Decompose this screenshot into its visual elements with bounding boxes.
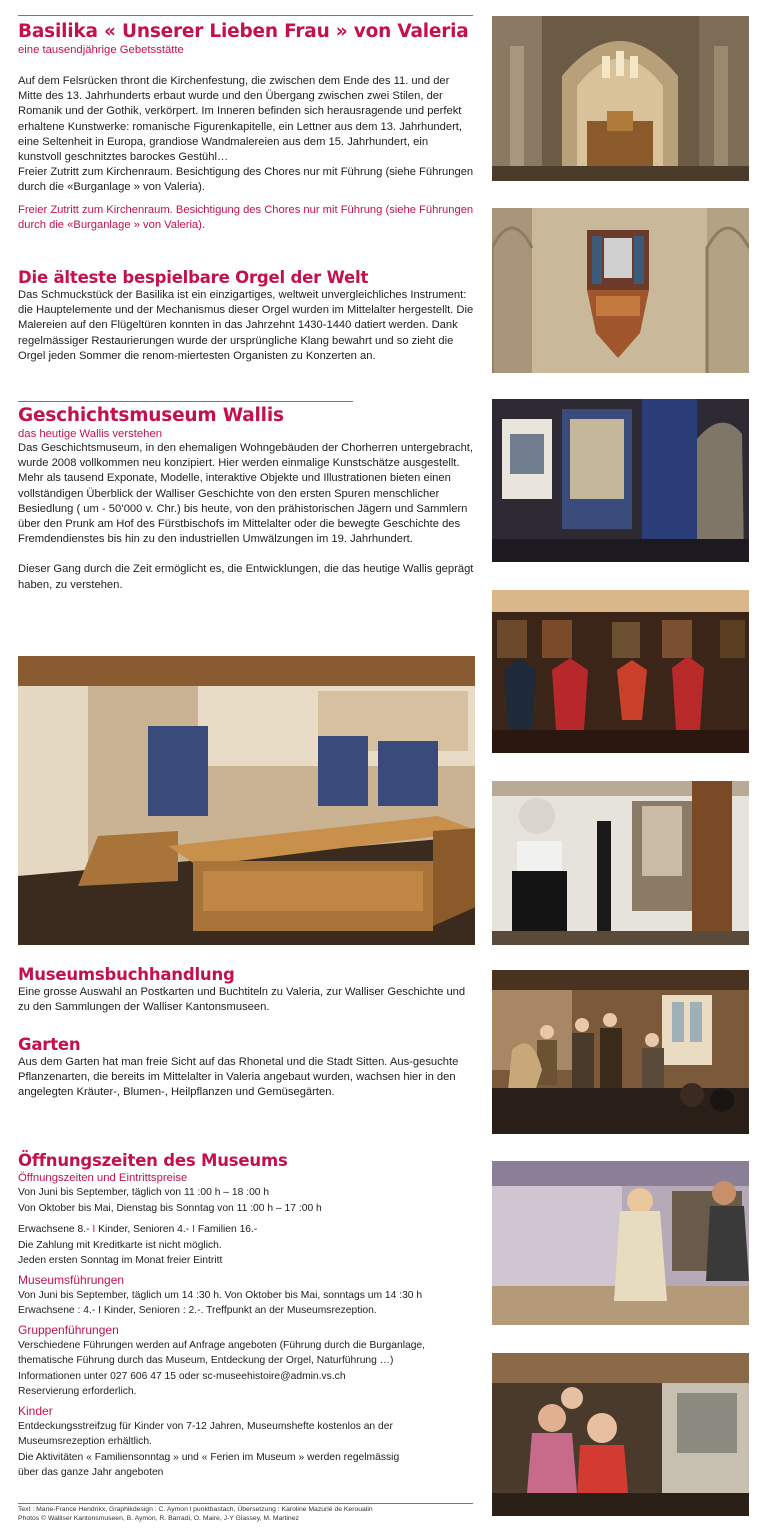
basilika-title: Basilika « Unserer Lieben Frau » von Valeria xyxy=(18,21,469,42)
basilika-subtitle: eine tausendjährige Gebetsstätte xyxy=(18,44,184,56)
basilika-access: Freier Zutritt zum Kirchenraum. Besichtigung des Chores nur mit Führung (siehe Führungen durch die «Burganlage » von Valeria). xyxy=(18,166,474,194)
museum-body-3: Dieser Gang durch die Zeit ermöglicht es, die Entwicklungen, die das heutige Wallis geprägt haben, zu verstehen. xyxy=(18,563,474,591)
fuehrungen-line-1: Von Juni bis September, täglich um 14 :30 h. Von Oktober bis Mai, sonntags um 14 :30 h xyxy=(18,1289,423,1301)
interactive-exhibit-photo xyxy=(492,781,749,945)
card-note: Die Zahlung mit Kreditkarte ist nicht möglich. xyxy=(18,1239,222,1251)
fuehrungen-title: Museumsführungen xyxy=(18,1272,125,1287)
free-sunday-note: Jeden ersten Sonntag im Monat freier Eintritt xyxy=(18,1255,223,1266)
oeffnung-subtitle: Öffnungszeiten und Eintrittspreise xyxy=(18,1172,188,1184)
museum-gallery-photo xyxy=(492,399,749,562)
orgel-body: Das Schmuckstück der Basilika ist ein einzigartiges, weltweit unvergleichliches Instrument: die Hauptelemente und der Mechanismus dieser Orgel wurden im Mittelalter hergestellt. Die Malereien auf den Flügeltüren konnten in das Jahrzehnt 1430-1440 datiert werden. Dank regelmässiger Restaurierungen wurde der ursprüngliche Klang bewahrt und so zieht die Orgel jeden Sommer die renom-miertesten Organisten zu Konzerten an. xyxy=(18,289,474,362)
visitors-showcase-photo xyxy=(492,1161,749,1325)
basilica-interior-photo xyxy=(492,16,749,181)
oeffnung-section xyxy=(18,1151,474,1481)
top-rule xyxy=(18,15,473,16)
uniform-showcase-photo xyxy=(492,590,749,753)
fuehrungen-line-2: Erwachsene : 4.- I Kinder, Senioren : 2.-. Treffpunkt an der Museumsrezeption. xyxy=(18,1305,377,1316)
basilika-access-highlight: Freier Zutritt zum Kirchenraum. Besichtigung des Chores nur mit Führung (siehe Führungen durch die «Burganlage » von Valeria). xyxy=(18,203,474,231)
kinder-title: Kinder xyxy=(18,1403,53,1418)
carved-chest-photo xyxy=(18,656,475,945)
price-kids: Kinder, Senioren 4.- xyxy=(98,1224,190,1235)
price-separator: I xyxy=(192,1224,195,1235)
oeffnung-title: Öffnungszeiten des Museums xyxy=(18,1151,288,1170)
garten-title: Garten xyxy=(18,1035,81,1054)
orgel-section xyxy=(18,268,474,364)
museum-body-1: Das Geschichtsmuseum, in den ehemaligen Wohngebäuden der Chorherren untergebracht, wurde 2008 vollkommen neu konzipiert. Hier werden einmalige Kunstschätze ausgestellt. xyxy=(18,442,474,470)
basilika-body: Auf dem Felsrücken thront die Kirchenfestung, die zwischen dem Ende des 11. und der Mitte des 13. Jahrhunderts erbaut wurde und den Übergang zwischen zwei Stilen, der Romanik und der Gothik, verkörpert. Im Inneren befinden sich herausragende und perfekt erhaltene Kunstwerke: romanische Figurenkapitelle, ein Lettner aus dem 13. Jahrhundert, eine Seltenheit in Europa, grandiose Wandmalereien aus dem 15. Jahrhundert, ein kunstvoll geschnitztes barockes Gestühl… xyxy=(18,75,463,164)
medieval-musicians-photo xyxy=(492,970,749,1134)
credits-line-1: Text : Marie-France Hendrikx, Graphikdesign : C. Aymon l punktbastach, Übersetzung : Karoline Mazurié de Keroualin xyxy=(18,1506,373,1513)
gruppen-line-1: Verschiedene Führungen werden auf Anfrage angeboten (Führung durch die Burganlage, xyxy=(18,1339,426,1351)
gruppen-line-2: thematische Führung durch das Museum, Entdeckung der Orgel, Naturführung …) xyxy=(18,1355,394,1366)
credits xyxy=(18,1506,478,1523)
garten-section xyxy=(18,1035,474,1101)
orgel-title: Die älteste bespielbare Orgel der Welt xyxy=(18,268,369,287)
gruppen-line-4: Reservierung erforderlich. xyxy=(18,1386,137,1397)
kinder-line-1: Entdeckungsstreifzug für Kinder von 7-12 Jahren, Museumshefte kostenlos an der xyxy=(18,1420,393,1432)
gruppen-line-3: Informationen unter 027 606 47 15 oder sc-museehistoire@admin.vs.ch xyxy=(18,1370,346,1382)
kinder-line-4: über das ganze Jahr angeboten xyxy=(18,1467,164,1478)
museum-rule xyxy=(18,401,353,402)
museum-title: Geschichtsmuseum Wallis xyxy=(18,405,284,426)
credits-line-2: Photos © Walliser Kantonsmuseen, B. Aymon, R. Barradi, O. Maire, J-Y Glassey, M. Martinez xyxy=(18,1514,299,1522)
kinder-line-2: Museumsrezeption erhältlich. xyxy=(18,1436,152,1447)
buchhandlung-title: Museumsbuchhandlung xyxy=(18,965,235,984)
children-exhibit-photo xyxy=(492,1353,749,1516)
kinder-line-3: Die Aktivitäten « Familiensonntag » und « Ferien im Museum » werden regelmässig xyxy=(18,1451,400,1463)
museum-section xyxy=(18,405,474,593)
price-family: Familien 16.- xyxy=(197,1224,258,1235)
garten-body: Aus dem Garten hat man freie Sicht auf das Rhonetal und die Stadt Sitten. Aus-gesuchte Pflanzenarten, die bereits im Mittelalter in Valeria angebaut wurden, wachsen hier in den angelegten Kräuter-, Blumen-, Heilpflanzen und Gemüsegärten. xyxy=(18,1056,459,1099)
organ-photo xyxy=(492,208,749,373)
buchhandlung-section xyxy=(18,965,474,1015)
buchhandlung-body: Eine grosse Auswahl an Postkarten und Buchtiteln zu Valeria, zur Walliser Geschichte und zu den Sammlungen der Walliser Kantonsmuseen. xyxy=(18,986,466,1014)
gruppen-title: Gruppenführungen xyxy=(18,1322,119,1337)
oeffnung-line-2: Von Oktober bis Mai, Dienstag bis Sonntag von 11 :00 h – 17 :00 h xyxy=(18,1202,322,1214)
credits-rule xyxy=(18,1503,473,1504)
price-line xyxy=(18,1222,474,1238)
museum-subtitle: das heutige Wallis verstehen xyxy=(18,428,163,440)
oeffnung-line-1: Von Juni bis September, täglich von 11 :00 h – 18 :00 h xyxy=(18,1187,270,1198)
museum-body-2: Mehr als tausend Exponate, Modelle, interaktive Objekte und Illustrationen bieten einen vollständigen Überblick der Walliser Geschichte von den ersten Spuren menschlicher Besiedlung ( um - 50’000 v. Chr.) bis heute, von den prähistorischen Jägern und Sammlern über den Prunk am Hof des Fürstbischofs im Mittelalter oder die bewegte Geschichte des Fremdendienstes bis hin zu den industriellen Umwälzungen im 19. Jahrhundert. xyxy=(18,472,468,546)
basilika-section xyxy=(18,21,474,233)
price-separator: I xyxy=(92,1224,96,1235)
price-adults: Erwachsene 8.- xyxy=(18,1224,90,1235)
